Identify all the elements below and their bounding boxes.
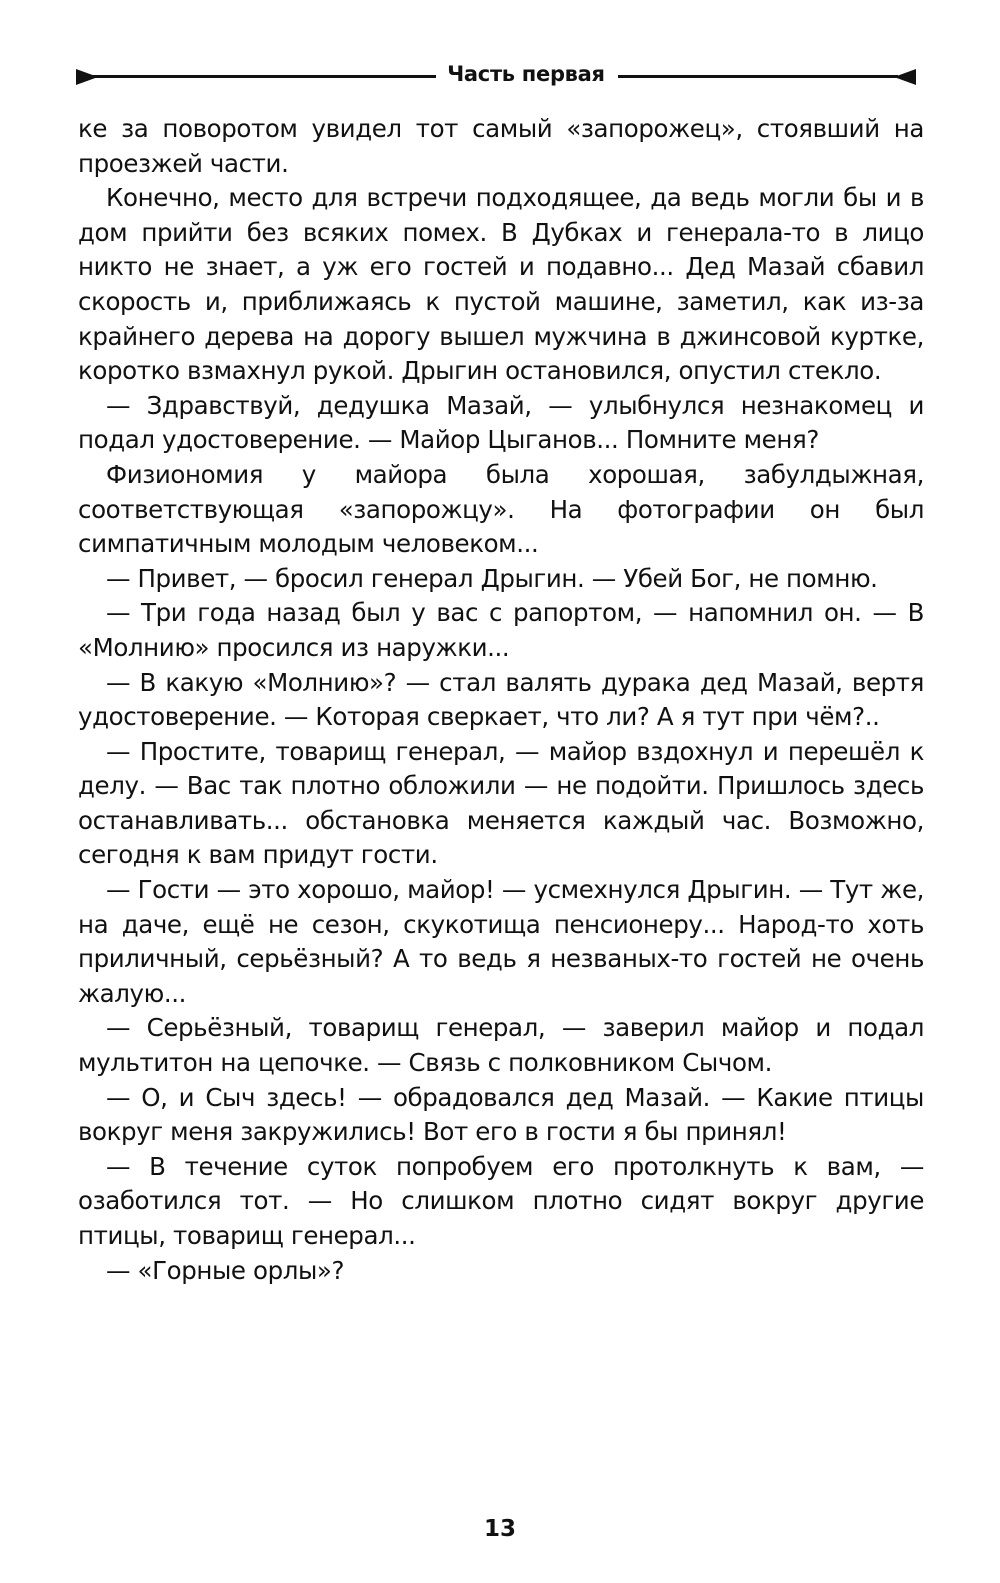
paragraph: — «Горные орлы»? xyxy=(106,1255,345,1285)
paragraph: — В течение суток попробуем его протолкнуть к вам, — озаботился тот. — Но слишком плотно сидят вокруг другие птицы, товарищ генерал... xyxy=(78,1151,924,1250)
paragraph: — В какую «Молнию»? — стал валять дурака дед Мазай, вертя удостоверение. — Которая сверкает, что ли? А я тут при чём?.. xyxy=(78,667,924,732)
paragraph: — Простите, товарищ генерал, — майор вздохнул и перешёл к делу. — Вас так плотно обложили — не подойти. Пришлось здесь останавливать... обстановка меняется каждый час. Возможно, сегодня к вам придут гости. xyxy=(78,736,924,870)
running-head-title: Часть первая xyxy=(447,62,605,86)
paragraph: ке за поворотом увидел тот самый «запорожец», стоявший на проезжей части. xyxy=(78,114,924,178)
paragraph: — О, и Сыч здесь! — обрадовался дед Мазай. — Какие птицы вокруг меня закружились! Вот его в гости я бы принял! xyxy=(78,1082,924,1147)
header-ornament-right-icon xyxy=(894,69,916,85)
paragraph: Конечно, место для встречи подходящее, да ведь могли бы и в дом прийти без всяких помех. В Дубках и генерала-то в лицо никто не знает, а уж его гостей и подавно... Дед Мазай сбавил скорость и, приближаясь к пустой машине, заметил, как из-за крайнего дерева на дорогу вышел мужчина в джинсовой куртке, коротко взмахнул рукой. Дрыгин остановился, опустил стекло. xyxy=(78,183,924,386)
running-header xyxy=(76,60,916,94)
header-rule-left xyxy=(92,75,436,78)
paragraph: — Три года назад был у вас с рапортом, — напомнил он. — В «Молнию» просился из наружки... xyxy=(78,598,924,662)
paragraph: Физиономия у майора была хорошая, забулдыжная, соответствующая «запорожцу». На фотографии он был симпатичным молодым человеком... xyxy=(78,459,924,559)
paragraph: — Серьёзный, товарищ генерал, — заверил майор и подал мультитон на цепочке. — Связь с полковником Сычом. xyxy=(78,1013,924,1078)
paragraph: — Здравствуй, дедушка Мазай, — улыбнулся незнакомец и подал удостоверение. — Майор Цыганов... Помните меня? xyxy=(78,390,924,455)
paragraph: — Привет, — бросил генерал Дрыгин. — Убей Бог, не помню. xyxy=(106,563,878,593)
page-number: 13 xyxy=(483,1516,516,1542)
header-rule-right xyxy=(618,75,898,78)
paragraph: — Гости — это хорошо, майор! — усмехнулся Дрыгин. — Тут же, на даче, ещё не сезон, скукотища пенсионеру... Народ-то хоть приличный, серьёзный? А то ведь я незваных-то гостей не очень жалую... xyxy=(78,875,924,1008)
body-text xyxy=(78,112,924,1288)
